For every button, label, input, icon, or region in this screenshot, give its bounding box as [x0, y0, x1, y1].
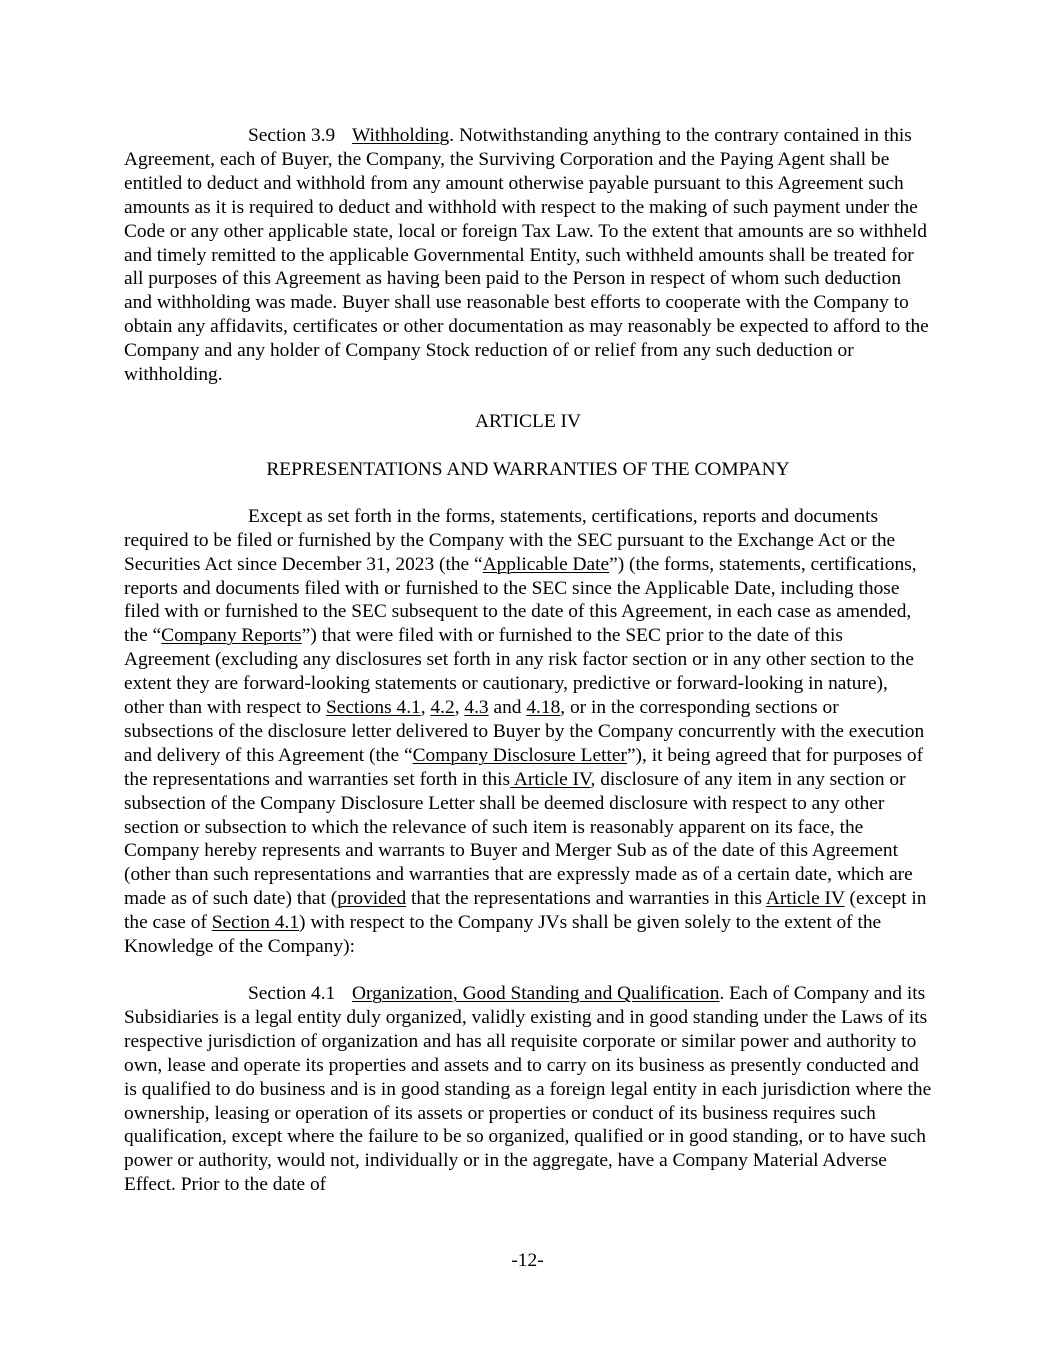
section-reference: Section 4.1	[211, 912, 300, 934]
section-4-1-body: . Each of Company and its Subsidiaries is a legal entity duly organized, validly existing and in good standing under the Laws of its respective jurisdiction of organization and has all requisite corporate or similar power and authority to own, lease and operate its properties and assets and to carry on its business as presently conducted and is qualified to do business and is in good standing as a foreign legal entity in each jurisdiction where the ownership, leasing or operation of its assets or properties or conduct of its business requires such qualification, except where the failure to be so organized, qualified or in good standing, or to have such power or authority, would not, individually or in the aggregate, have a Company Material Adverse Effect. Prior to the date of	[124, 983, 932, 1196]
section-reference: 4.18	[526, 697, 561, 719]
article-iv-intro-paragraph	[124, 505, 932, 959]
intro-text: ”), it being agreed that for purposes of the representations and warranties set forth in this	[124, 744, 924, 790]
section-4-1-title: Organization, Good Standing and Qualification	[352, 983, 720, 1004]
intro-text: ”) that were filed with or furnished to the SEC prior to the date of this Agreement (excluding any disclosures set forth in any risk factor section or in any other section to the extent they are forward-looking statements or cautionary, predictive or forward-looking in nature), other than with respect to	[124, 625, 914, 719]
section-reference: 4.3	[464, 697, 489, 719]
section-reference: Sections 4.1	[325, 697, 421, 719]
article-reference: Article IV	[765, 888, 845, 910]
article-reference: Article IV	[510, 768, 591, 790]
section-3-9-number: Section 3.9	[248, 125, 336, 146]
intro-text: ) with respect to the Company JVs shall be given solely to the extent of the Knowledge of the Company):	[124, 912, 882, 958]
intro-text: , disclosure of any item in any section or subsection of the Company Disclosure Letter shall be deemed disclosure with respect to any other section or subsection to which the relevance of such item is reasonably apparent on its face, the Company hereby represents and warrants to Buyer and Merger Sub as of the date of this Agreement (other than such representations and warranties that are expressly made as of a certain date, which are made as of such date) that (	[124, 768, 913, 910]
section-3-9-body: . Notwithstanding anything to the contrary contained in this Agreement, each of Buyer, the Company, the Surviving Corporation and the Paying Agent shall be entitled to deduct and withhold from any amount otherwise payable pursuant to this Agreement such amounts as it is required to deduct and withhold with respect to the making of such payment under the Code or any other applicable state, local or foreign Tax Law. To the extent that amounts are so withheld and timely remitted to the applicable Governmental Entity, such withheld amounts shall be treated for all purposes of this Agreement as having been paid to the Person in respect of whom such deduction and withholding was made. Buyer shall use reasonable best efforts to cooperate with the Company to obtain any affidavits, certificates or other documentation as may reasonably be expected to afford to the Company and any holder of Company Stock reduction of or relief from any such deduction or withholding.	[124, 125, 929, 386]
defined-term-company-reports: Company Reports	[161, 625, 302, 647]
page-body	[124, 124, 932, 1197]
intro-text: ,	[454, 697, 465, 719]
intro-text: ”) (the forms, statements, certifications, reports and documents filed with or furnished to the SEC since the Applicable Date, including those filed with or furnished to the SEC subsequent to the date of this Agreement, in each case as amended, the “	[124, 553, 917, 647]
intro-text: that the representations and warranties in this	[406, 888, 766, 910]
section-3-9-title: Withholding	[352, 125, 450, 146]
intro-text: ,	[420, 697, 431, 719]
intro-text: (except in the case of	[124, 888, 927, 934]
intro-text: Except as set forth in the forms, statements, certifications, reports and documents required to be filed or furnished by the Company with the SEC pursuant to the Exchange Act or the Securities Act since December 31, 2023 (the “	[124, 505, 896, 575]
proviso-term: provided	[337, 888, 407, 910]
defined-term-applicable-date: Applicable Date	[482, 553, 610, 575]
article-heading: ARTICLE IV	[474, 410, 581, 432]
intro-text: , or in the corresponding sections or subsections of the disclosure letter delivered to Buyer by the Company concurrently with the execution and delivery of this Agreement (the “	[124, 697, 925, 766]
article-subheading: REPRESENTATIONS AND WARRANTIES OF THE COMPANY	[266, 458, 790, 480]
page-number: -12-	[511, 1250, 544, 1271]
defined-term-company-disclosure-letter: Company Disclosure Letter	[412, 744, 627, 766]
intro-text: and	[488, 697, 527, 719]
section-reference: 4.2	[430, 697, 455, 719]
section-3-9-paragraph	[124, 124, 932, 387]
section-4-1-paragraph	[124, 982, 932, 1197]
section-4-1-number: Section 4.1	[248, 983, 336, 1004]
